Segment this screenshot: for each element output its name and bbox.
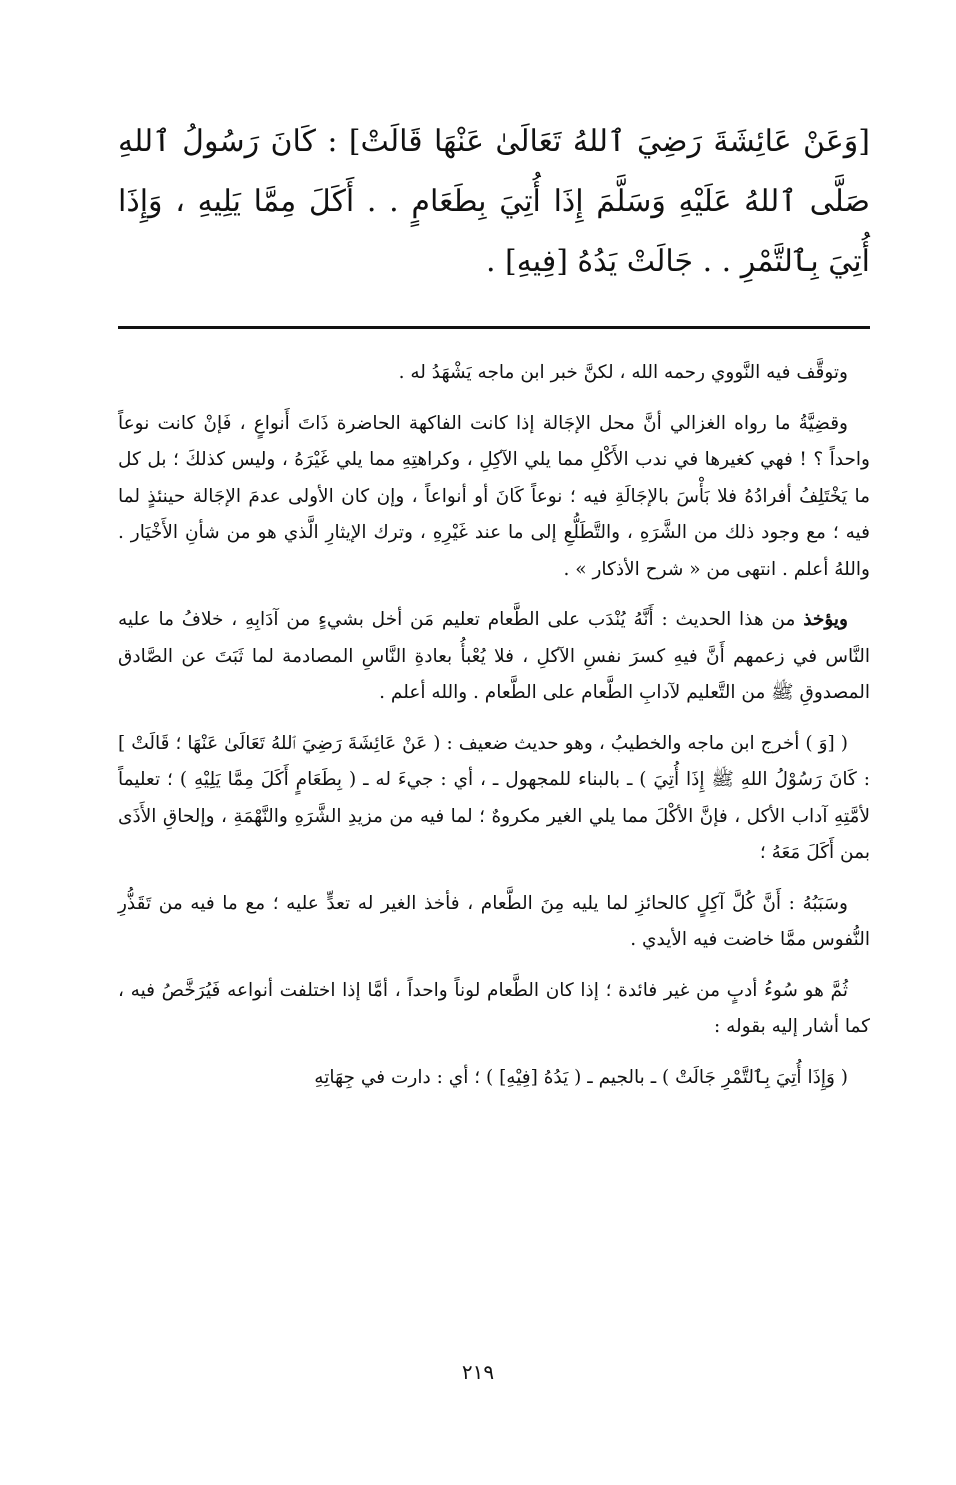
commentary-paragraph-3 [118, 602, 870, 712]
commentary-block [118, 355, 870, 1110]
paragraph-3-body: من هذا الحديث : أَنَّهُ يُنْدَب على الطَّعام تعليم مَن أخل بشيءٍ من آدَابِهِ ، خلافُ ما عليه النَّاس في زعمهم أَنَّ فيهِ كسرَ نفسِ الآكلِ ، فلا يُعْبأُ بعادةِ النَّاسِ المصادمة لما ثَبَتَ عن الصَّادق المصدوقِ ﷺ من التَّعليم لآدابِ الطَّعام على الطَّعام . والله أعلم . [118, 609, 870, 703]
commentary-paragraph-1: وتوقَّف فيه النَّووي رحمه الله ، لكنَّ خبر ابن ماجه يَشْهَدُ له . [398, 362, 848, 383]
commentary-paragraph-2: وقضِيَّةُ ما رواه الغزالي أنَّ محل الإجَالة إذا كانت الفاكهة الحاضرة ذَاتَ أَنواعٍ ، فَإنْ كانت نوعاً واحداً ؟ ! فهي كغيرها في ندب الأَكْلِ مما يلي الآكِلِ ، وكراهتِهِ مما يلي غَيْرَهُ ، وليس كذلكَ ؛ بل كل ما يَخْتَلِفُ أفرادُهُ فلا بَأْسَ بالإجَالَةِ فيه ؛ نوعاً كَانَ أو أنواعاً ، وإن كان الأولى عدمَ الإجَالة حينئذٍ لما فيه ؛ مع وجود ذلك من الشَّرَهِ ، والتَّطَلُّعِ إلى ما عند غَيْرِهِ ، وترك الإيثارِ الَّذي هو من شأنِ الأَخْيَار . واللهُ أعلم . انتهى من « شرح الأذكار » . [118, 412, 870, 580]
hadith-text: [وَعَنْ عَائِشَةَ رَضِيَ ٱللهُ تَعَالَىٰ عَنْهَا قَالَتْ] : كَانَ رَسُولُ ٱللهِ صَلَّى ٱللهُ عَلَيْهِ وَسَلَّمَ إِذَا أُتِيَ بِطَعَامٍ . . أَكَلَ مِمَّا يَلِيهِ ، وَإِذَا أُتِيَ بِٱلتَّمْرِ . . جَالَتْ يَدُهُ [فِيهِ] . [118, 124, 870, 279]
commentary-paragraph-4: ( [وَ ) أخرج ابن ماجه والخطيبُ ، وهو حديث ضعيف : ( عَنْ عَائِشَةَ رَضِيَ ٱللهُ تَعَالَىٰ عَنْهَا ؛ قَالَتْ ] : كَانَ رَسُوْلُ اللهِ ﷺ إِذَا أُتِيَ ) ـ بالبناء للمجهول ـ ، أي : جيءَ له ـ ( بِطَعَامٍ أَكَلَ مِمَّا يَلِيْهِ ) ؛ تعليماً لأمَّتِهِ آداب الأكل ، فإنَّ الأكْلَ مما يلي الغير مكروهٌ ؛ لما فيه من مزيدِ الشَّرَهِ والنَّهْمَةِ ، وإلحاقِ الأَذَى بمن أَكَلَ مَعَهُ ؛ [118, 732, 870, 863]
footnote-divider [118, 326, 870, 329]
commentary-paragraph-5: وسَبَبُهُ : أَنَّ كُلَّ آكِلٍ كالحائزِ لما يليه مِنَ الطَّعام ، فأخذ الغير له تعدٍّ عليه ؛ مع ما فيه من تَقَذُّرِ النُّفوس ممَّا خاضت فيه الأيدي . [118, 892, 870, 950]
page-number: ٢١٩ [461, 1360, 495, 1384]
paragraph-lead-word: ويؤخذ [803, 609, 848, 630]
commentary-paragraph-7: ( وَإِذَا أُتِيَ بِٱلتَّمْرِ جَالَتْ ) ـ بالجيم ـ ( يَدُهُ [فِيْهِ] ) ؛ أي : دارت في جِهَاتِهِ [314, 1066, 848, 1088]
hadith-block [118, 112, 870, 292]
commentary-paragraph-6: ثُمَّ هو سُوءُ أدبٍ من غير فائدة ؛ إذا كان الطَّعام لوناً واحداً ، أمَّا إذا اختلفت أنواعه فَيُرَخَّصُ فيه ، كما أشار إليه بقوله : [118, 979, 870, 1037]
